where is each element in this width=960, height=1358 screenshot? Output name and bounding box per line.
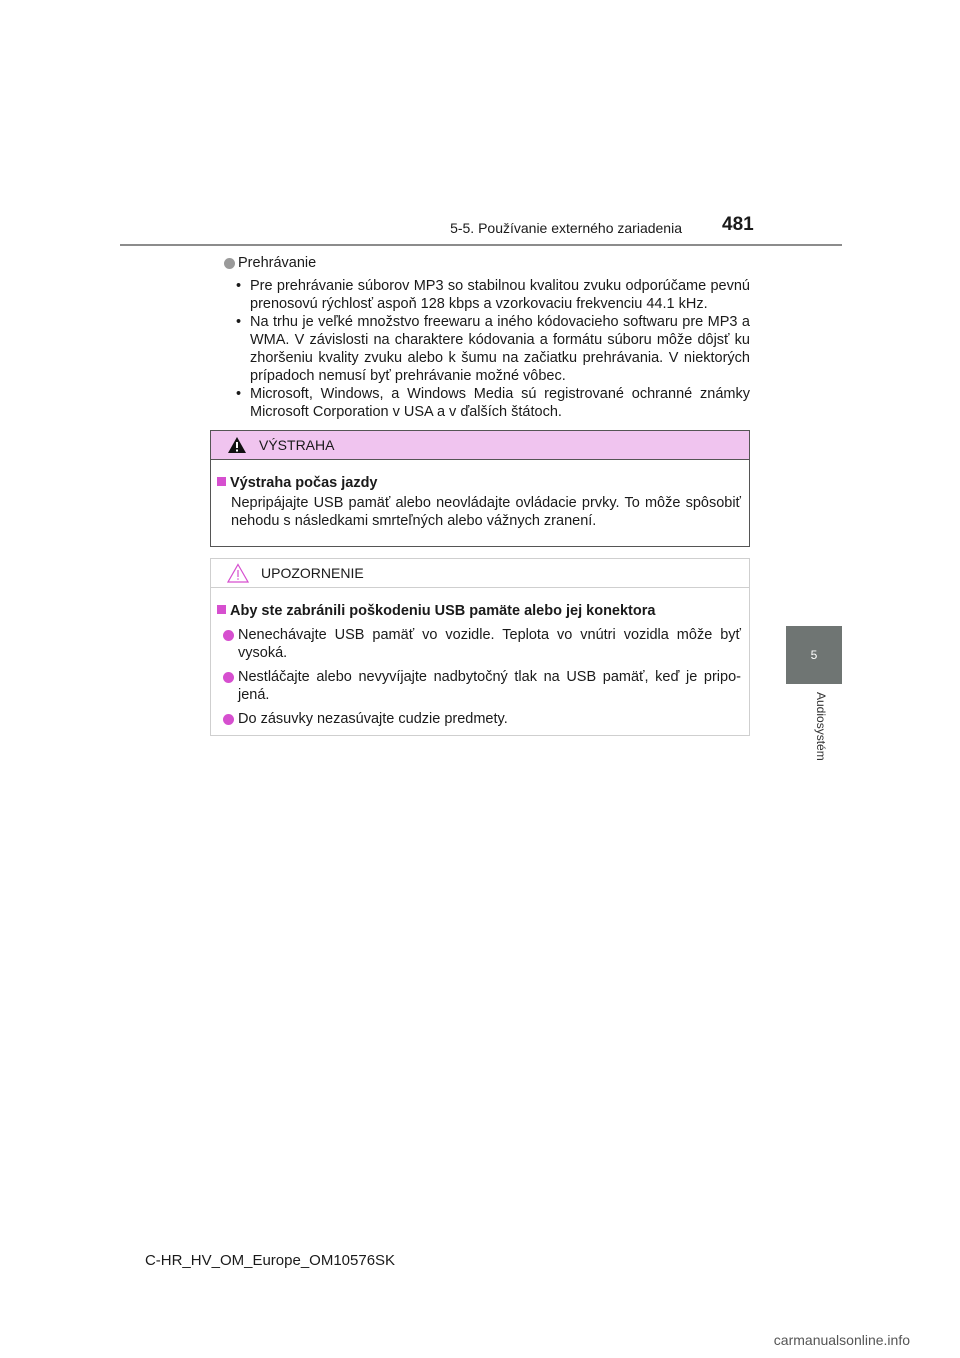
warning-subtitle-text: Výstraha počas jazdy <box>230 475 378 491</box>
bullet-dot-icon <box>224 258 235 269</box>
chapter-number: 5 <box>810 648 818 662</box>
bullet-dot-icon <box>223 672 234 683</box>
notice-subtitle-text: Aby ste zabránili poškodeniu USB pamäte alebo jej konektora <box>230 603 656 619</box>
notice-title: UPOZORNENIE <box>261 565 364 581</box>
notice-item-text: Nenechávajte USB pamäť vo vozidle. Teplota vo vnútri vozidla môže byť vysoká. <box>238 627 741 661</box>
bullet-dot-icon <box>223 714 234 725</box>
warning-title: VÝSTRAHA <box>259 437 335 453</box>
list-item <box>223 626 741 662</box>
playback-bullets <box>236 277 750 421</box>
notice-subtitle <box>217 602 741 620</box>
square-bullet-icon <box>217 605 226 614</box>
warning-header <box>211 431 749 460</box>
warning-triangle-icon <box>227 436 247 454</box>
square-bullet-icon <box>217 477 226 486</box>
notice-header <box>211 559 749 588</box>
chapter-tab <box>786 626 842 684</box>
notice-body <box>211 588 749 728</box>
warning-body <box>211 460 749 530</box>
caution-triangle-icon <box>227 563 249 583</box>
chapter-label: Audiosystém <box>814 692 828 761</box>
section-title: 5-5. Používanie externého zariadenia <box>450 220 682 236</box>
document-id: C-HR_HV_OM_Europe_OM10576SK <box>144 1252 396 1269</box>
page-number: 481 <box>722 214 754 235</box>
list-item: • Microsoft, Windows, a Windows Media sú registrované ochranné známky Microsoft Corporation v USA a v ďalších štátoch. <box>236 385 750 421</box>
list-item <box>223 668 741 704</box>
watermark: carmanualsonline.info <box>773 1332 910 1348</box>
list-item: • Pre prehrávanie súborov MP3 so stabilnou kvalitou zvuku odporúčame pevnú prenosovú rýchlosť aspoň 128 kbps a vzorkovaciu frekvenciu 44.1 kHz. <box>236 277 750 313</box>
playback-section <box>210 254 750 421</box>
notice-item-text: Do zásuvky nezasúvajte cudzie predmety. <box>238 711 508 727</box>
notice-item-text: Nestláčajte alebo nevyvíjajte nadbytočný tlak na USB pamäť, keď je pripojená. <box>238 669 741 703</box>
list-item <box>223 710 741 728</box>
playback-heading <box>224 254 750 272</box>
list-item: • Na trhu je veľké množstvo freewaru a iného kódovacieho softwaru pre MP3 a WMA. V závislosti na charaktere kódovania a formátu súboru môže dôjsť ku zhoršeniu kvality zvuku alebo k šumu na začiatku prehrávania. V niektorých prípadoch nemusí byť prehrávanie možné vôbec. <box>236 313 750 385</box>
warning-subtitle <box>217 474 741 492</box>
playback-heading-text: Prehrávanie <box>238 255 317 271</box>
warning-box <box>210 430 750 547</box>
notice-box <box>210 558 750 736</box>
warning-text: Nepripájajte USB pamäť alebo neovládajte ovládacie prvky. To môže spôsobiť nehodu s následkami smrteľných alebo vážnych zranení. <box>231 495 741 529</box>
header-divider <box>120 244 842 246</box>
bullet-dot-icon <box>223 630 234 641</box>
